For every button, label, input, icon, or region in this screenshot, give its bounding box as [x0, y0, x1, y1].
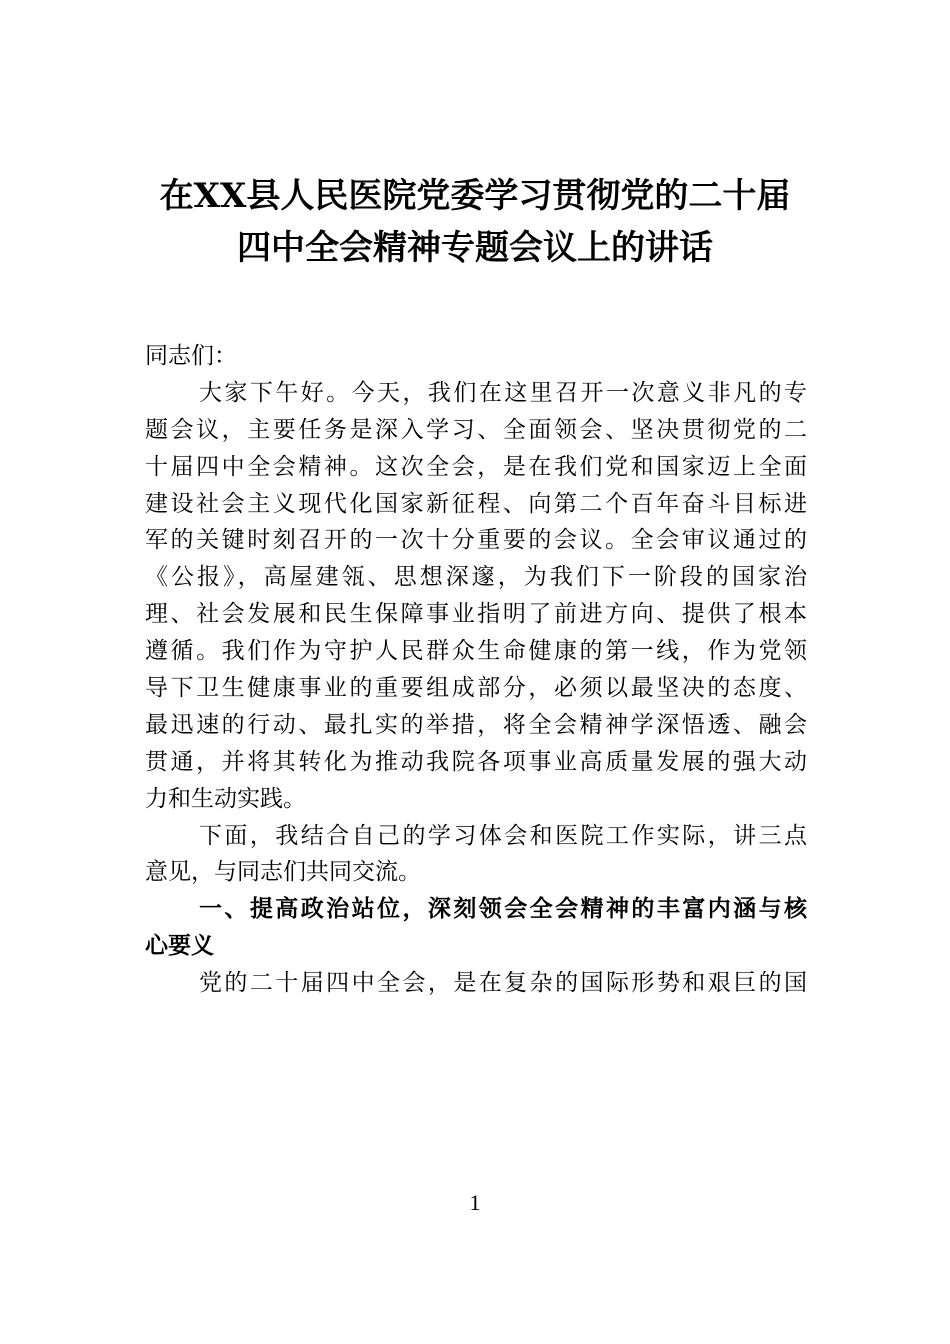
salutation — [145, 338, 807, 375]
text-line: 军的关键时刻召开的一次十分重要的会议。全会审议通过的 — [145, 527, 807, 554]
text-line: 一、提高政治站位，深刻领会全会精神的丰富内涵与核 — [199, 896, 807, 923]
section-heading — [145, 891, 807, 965]
text-line: 大家下午好。今天，我们在这里召开一次意义非凡的专 — [199, 379, 807, 406]
text-line: 题会议，主要任务是深入学习、全面领会、坚决贯彻党的二 — [145, 416, 807, 443]
document-title-line-2: 四中全会精神专题会议上的讲话 — [237, 228, 713, 268]
text-line: 力和生动实践。 — [145, 785, 306, 812]
text-line: 下面，我结合自己的学习体会和医院工作实际，讲三点 — [199, 822, 807, 849]
text-line: 理、社会发展和民生保障事业指明了前进方向、提供了根本 — [145, 601, 807, 628]
text-line: 贯通，并将其转化为推动我院各项事业高质量发展的强大动 — [145, 748, 807, 775]
text-line: 遵循。我们作为守护人民群众生命健康的第一线，作为党领 — [145, 638, 807, 665]
paragraph — [145, 965, 807, 1002]
text-line: 心要义 — [145, 933, 214, 960]
text-line: 党的二十届四中全会，是在复杂的国际形势和艰巨的国 — [199, 970, 807, 997]
text-line: 意见，与同志们共同交流。 — [145, 859, 421, 886]
text-line: 最迅速的行动、最扎实的举措，将全会精神学深悟透、融会 — [145, 711, 807, 738]
text-line: 同志们： — [145, 343, 237, 369]
text-line: 《公报》，高屋建瓴、思想深邃，为我们下一阶段的国家治 — [145, 564, 807, 591]
document-body — [145, 338, 807, 1002]
paragraph — [145, 375, 807, 818]
text-line: 建设社会主义现代化国家新征程、向第二个百年奋斗目标进 — [145, 490, 807, 517]
paragraph — [145, 818, 807, 892]
page-number: 1 — [469, 1190, 481, 1215]
text-line: 十届四中全会精神。这次全会，是在我们党和国家迈上全面 — [145, 453, 807, 480]
text-line: 导下卫生健康事业的重要组成部分，必须以最坚决的态度、 — [145, 675, 807, 702]
document-title-line-1: 在XX县人民医院党委学习贯彻党的二十届 — [159, 176, 791, 216]
